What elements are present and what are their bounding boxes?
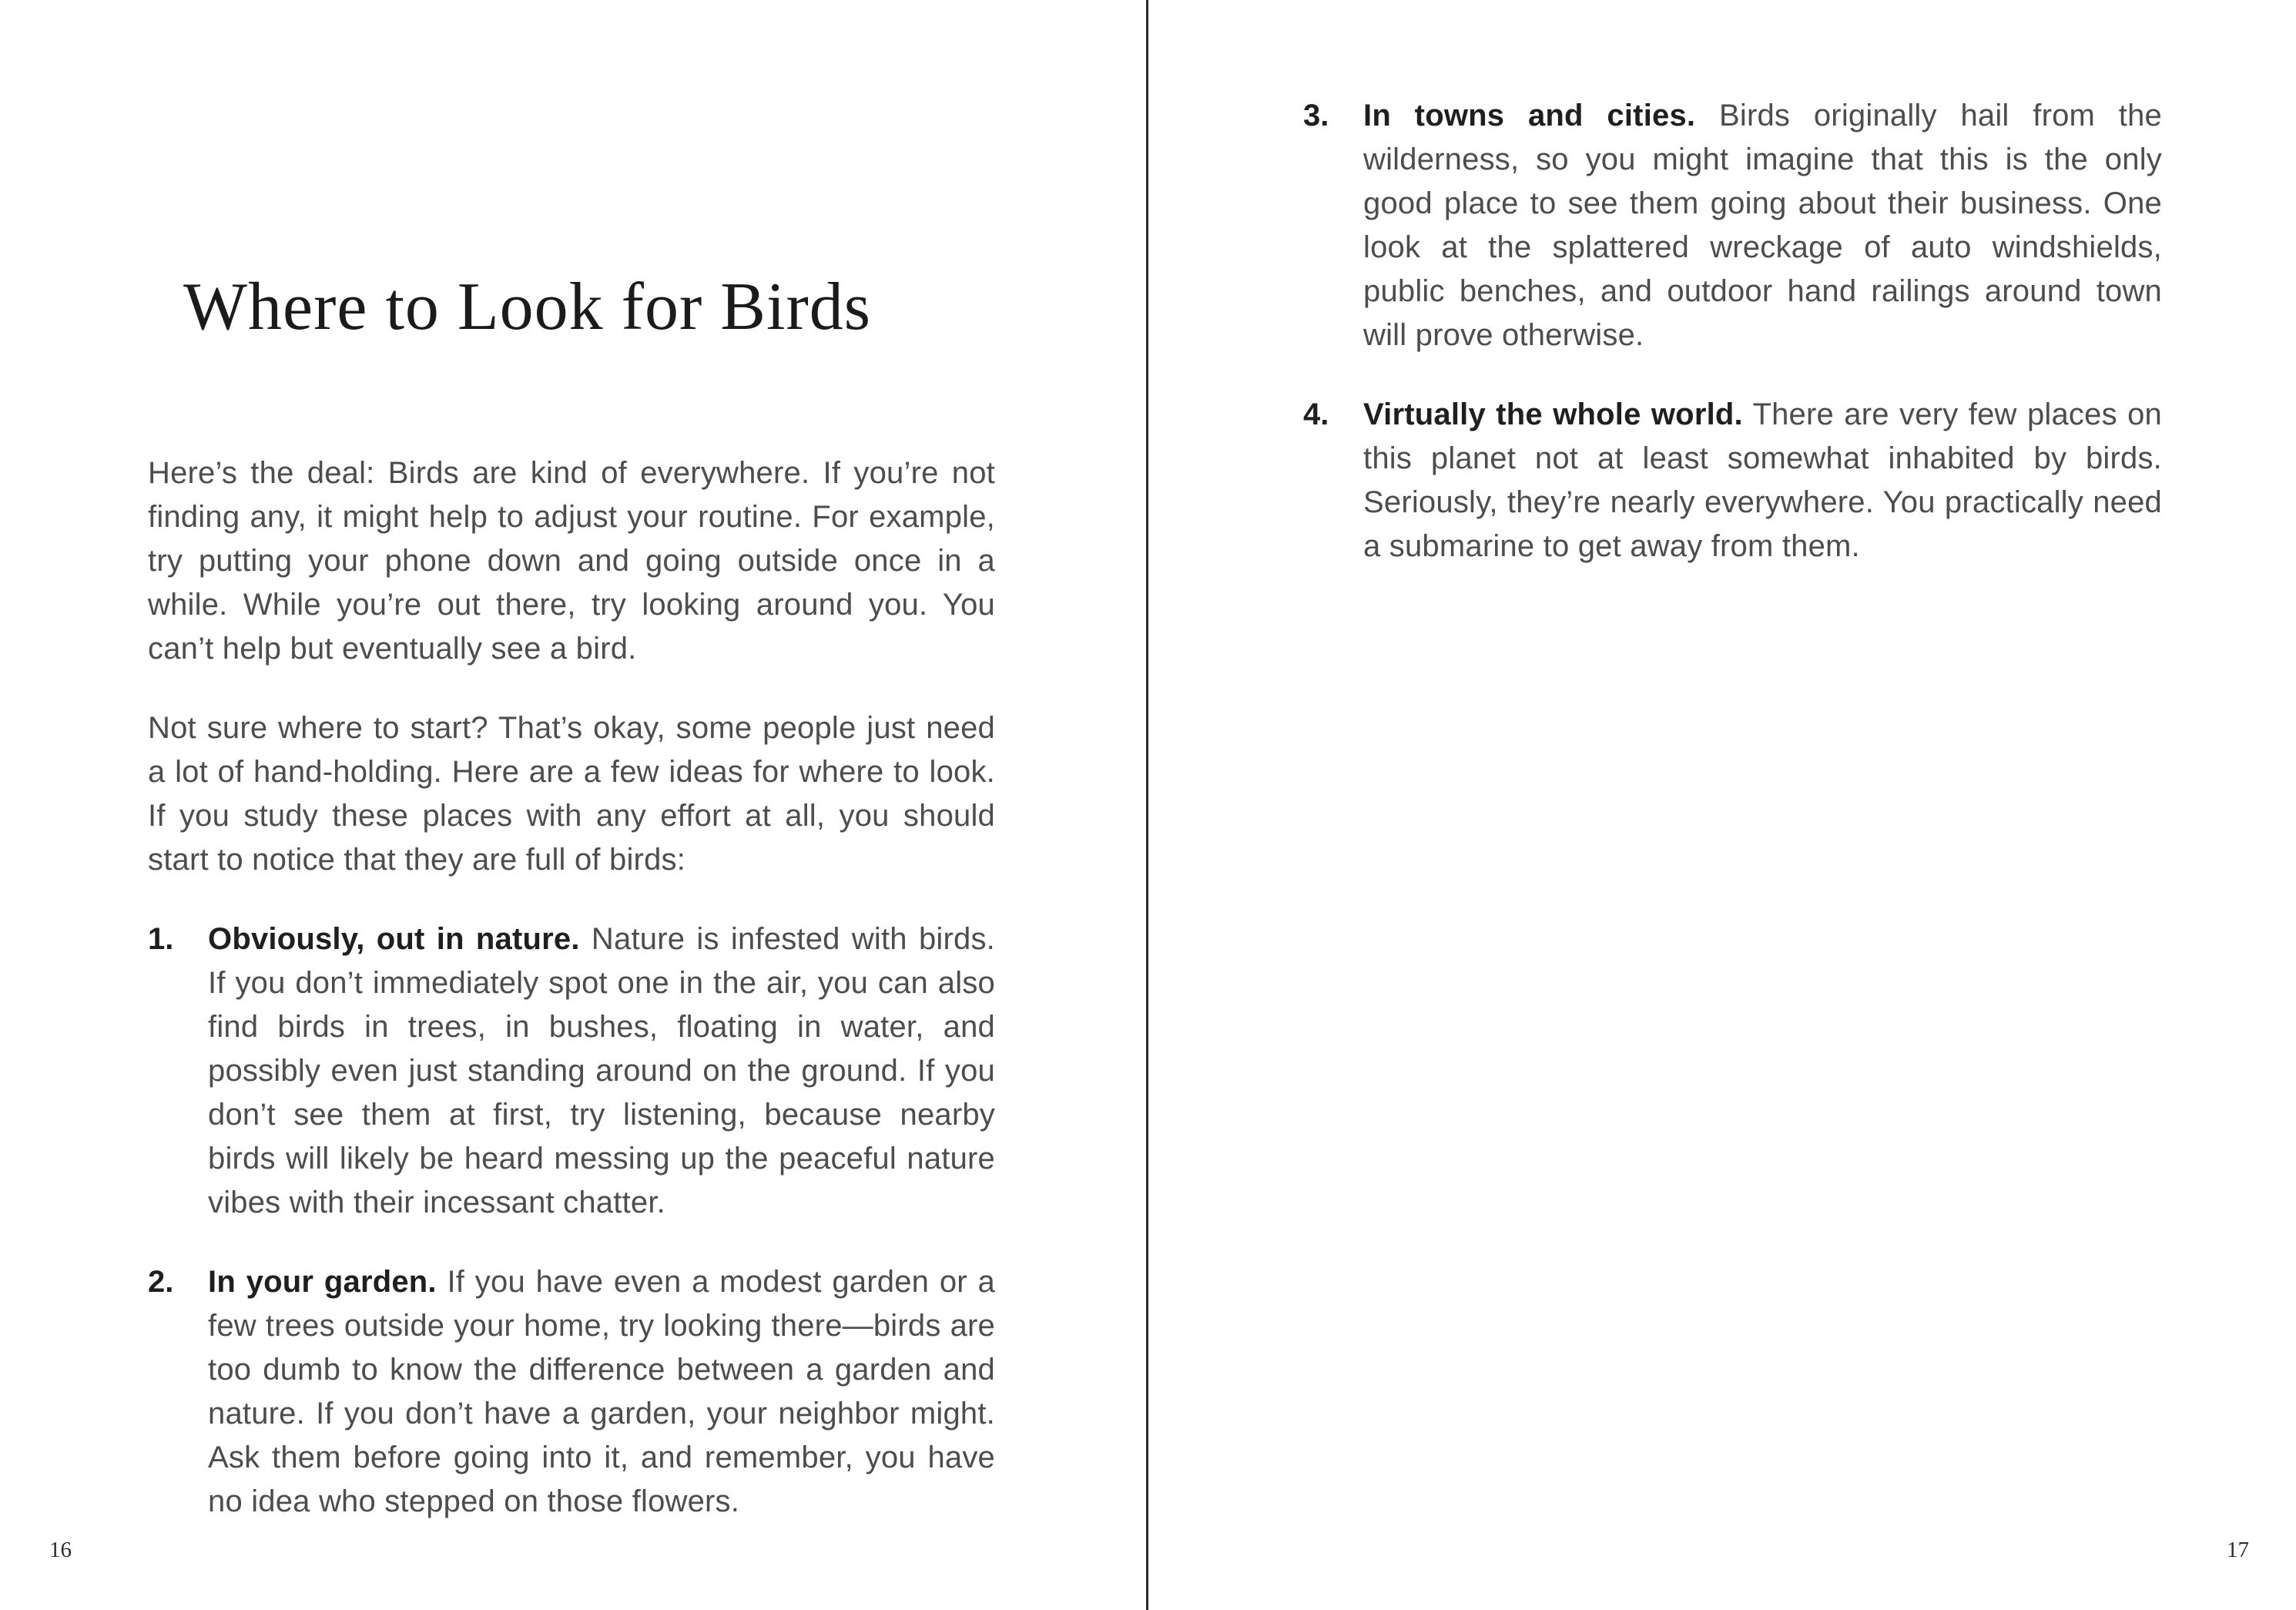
list-item-2 xyxy=(148,1260,995,1524)
list-item-1-number: 1. xyxy=(148,922,174,956)
list-item-3 xyxy=(1303,94,2162,357)
list-item-1-text xyxy=(208,917,995,1225)
list-item-2-text xyxy=(208,1260,995,1524)
intro-paragraph-1: Here’s the deal: Birds are kind of everywhere. If you’re not finding any, it might help to adjust your routine. For example, try putting your phone down and going outside once in a while. While you’re out there, try looking around you. You can’t help but eventually see a bird. xyxy=(148,456,995,666)
list-item-4-lead: Virtually the whole world. xyxy=(1363,397,1743,431)
list-item-2-lead: In your garden. xyxy=(208,1265,437,1299)
left-text-column xyxy=(148,451,995,1524)
page-number-left: 16 xyxy=(49,1538,72,1562)
list-item-1 xyxy=(148,917,995,1225)
page-divider xyxy=(1146,0,1148,1610)
list-item-2-number: 2. xyxy=(148,1265,174,1299)
list-item-4-rest: There are very few places on this planet not at least somewhat inhabited by birds. Seriously, they’re nearly everywhere. You practically need a submarine to get away from them. xyxy=(1363,397,2162,563)
page-number-right: 17 xyxy=(2227,1538,2249,1562)
list-item-1-rest: Nature is infested with birds. If you don’t immediately spot one in the air, you can also find birds in trees, in bushes, floating in water, and possibly even just standing around on the ground. If you don’t see them at first, try listening, because nearby birds will likely be heard messing up the peaceful nature vibes with their incessant chatter. xyxy=(208,922,995,1219)
list-item-3-rest: Birds originally hail from the wilderness, so you might imagine that this is the only good place to see them going about their business. One look at the splattered wreckage of auto windshields, public benches, and outdoor hand railings around town will prove otherwise. xyxy=(1363,99,2162,352)
list-item-4 xyxy=(1303,393,2162,569)
list-item-3-lead: In towns and cities. xyxy=(1363,99,1696,132)
list-item-3-number: 3. xyxy=(1303,99,1329,132)
list-item-2-rest: If you have even a modest garden or a few trees outside your home, try looking there—birds are too dumb to know the difference between a garden and nature. If you don’t have a garden, your neighbor might. Ask them before going into it, and remember, you have no idea who stepped on those flowers. xyxy=(208,1265,995,1518)
list-item-4-number: 4. xyxy=(1303,397,1329,431)
list-item-3-text xyxy=(1363,94,2162,357)
right-text-column xyxy=(1303,94,2162,569)
list-item-1-lead: Obviously, out in nature. xyxy=(208,922,580,956)
intro-paragraph-2: Not sure where to start? That’s okay, some people just need a lot of hand-holding. Here are a few ideas for where to look. If you study these places with any effort at all, you should start to notice that they are full of birds: xyxy=(148,711,995,877)
list-item-4-text xyxy=(1363,393,2162,569)
chapter-title: Where to Look for Birds xyxy=(183,270,871,344)
